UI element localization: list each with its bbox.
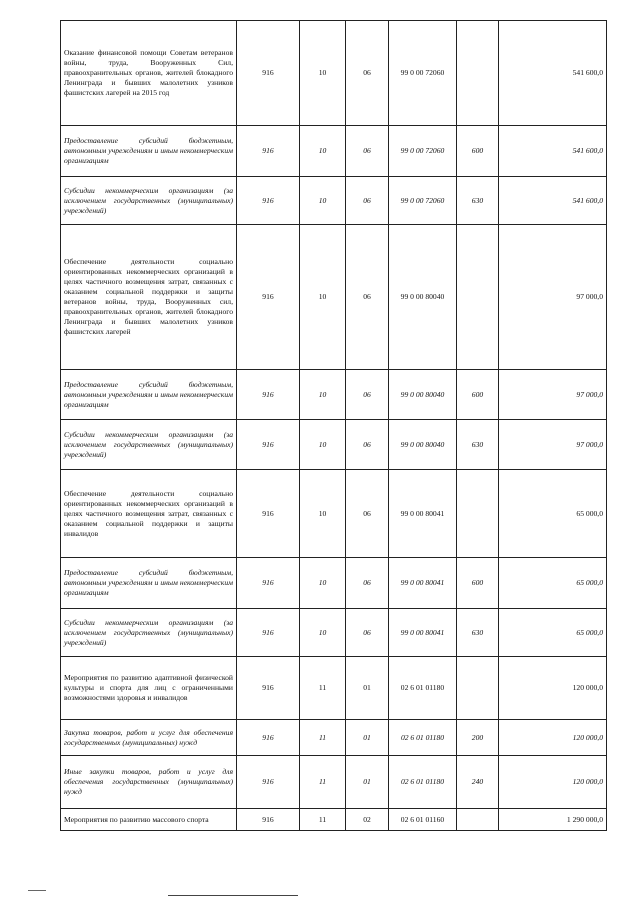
table-row — [61, 177, 607, 225]
footer-mark — [28, 890, 46, 893]
row-subsection: 06 — [346, 21, 389, 126]
row-expense-type: 600 — [457, 126, 499, 177]
row-name: Мероприятия по развитию адаптивной физической культуры и спорта для лиц с ограниченными возможностями здоровья и инвалидов — [61, 657, 237, 720]
table-row — [61, 470, 607, 558]
row-section: 10 — [300, 177, 346, 225]
row-expense-type — [457, 225, 499, 370]
row-name: Предоставление субсидий бюджетным, автономным учреждениям и иным некоммерческим организациям — [61, 558, 237, 609]
row-subsection: 06 — [346, 420, 389, 470]
table-row — [61, 21, 607, 126]
row-target-article: 99 0 00 80040 — [389, 225, 457, 370]
row-subsection: 06 — [346, 609, 389, 657]
row-section: 10 — [300, 126, 346, 177]
row-sum: 1 290 000,0 — [499, 809, 607, 831]
row-sum: 120 000,0 — [499, 720, 607, 756]
row-grbs: 916 — [237, 370, 300, 420]
row-subsection: 06 — [346, 370, 389, 420]
table-row — [61, 756, 607, 809]
row-expense-type — [457, 657, 499, 720]
row-target-article: 99 0 00 80040 — [389, 420, 457, 470]
row-grbs: 916 — [237, 756, 300, 809]
row-expense-type: 600 — [457, 370, 499, 420]
row-target-article: 02 6 01 01180 — [389, 756, 457, 809]
signature-line — [168, 895, 298, 896]
row-sum: 541 600,0 — [499, 21, 607, 126]
row-section: 11 — [300, 809, 346, 831]
row-expense-type: 630 — [457, 420, 499, 470]
row-section: 11 — [300, 756, 346, 809]
row-grbs: 916 — [237, 609, 300, 657]
row-name: Оказание финансовой помощи Советам ветеранов войны, труда, Вооруженных Сил, правоохранительных органов, жителей блокадного Ленинграда и бывших малолетних узников фашистских лагерей на 2015 год — [61, 21, 237, 126]
row-target-article: 02 6 01 01160 — [389, 809, 457, 831]
row-subsection: 02 — [346, 809, 389, 831]
row-sum: 65 000,0 — [499, 470, 607, 558]
table-row — [61, 609, 607, 657]
row-target-article: 02 6 01 01180 — [389, 657, 457, 720]
row-subsection: 06 — [346, 558, 389, 609]
row-sum: 120 000,0 — [499, 657, 607, 720]
row-subsection: 06 — [346, 177, 389, 225]
table-row — [61, 225, 607, 370]
row-section: 11 — [300, 720, 346, 756]
budget-table — [60, 20, 607, 831]
row-name: Обеспечение деятельности социально ориентированных некоммерческих организаций в целях частичного возмещения затрат, связанных с оказанием социальной поддержки и защиты инвалидов — [61, 470, 237, 558]
table-row — [61, 370, 607, 420]
row-expense-type — [457, 21, 499, 126]
row-grbs: 916 — [237, 177, 300, 225]
row-grbs: 916 — [237, 420, 300, 470]
row-name: Мероприятия по развитию массового спорта — [61, 809, 237, 831]
row-grbs: 916 — [237, 558, 300, 609]
row-expense-type: 630 — [457, 177, 499, 225]
row-subsection: 01 — [346, 720, 389, 756]
row-section: 10 — [300, 225, 346, 370]
row-subsection: 06 — [346, 225, 389, 370]
row-name: Предоставление субсидий бюджетным, автономным учреждениям и иным некоммерческим организациям — [61, 126, 237, 177]
table-row — [61, 809, 607, 831]
row-subsection: 01 — [346, 657, 389, 720]
table-row — [61, 558, 607, 609]
row-sum: 97 000,0 — [499, 420, 607, 470]
row-section: 10 — [300, 370, 346, 420]
row-name: Предоставление субсидий бюджетным, автономным учреждениям и иным некоммерческим организациям — [61, 370, 237, 420]
row-name: Иные закупки товаров, работ и услуг для обеспечения государственных (муниципальных) нужд — [61, 756, 237, 809]
row-subsection: 06 — [346, 126, 389, 177]
row-grbs: 916 — [237, 21, 300, 126]
row-target-article: 99 0 00 72060 — [389, 21, 457, 126]
row-name: Субсидии некоммерческим организациям (за исключением государственных (муниципальных) учреждений) — [61, 420, 237, 470]
row-expense-type — [457, 809, 499, 831]
table-row — [61, 420, 607, 470]
table-row — [61, 126, 607, 177]
row-expense-type — [457, 470, 499, 558]
row-grbs: 916 — [237, 126, 300, 177]
row-expense-type: 600 — [457, 558, 499, 609]
row-target-article: 99 0 00 80041 — [389, 609, 457, 657]
row-sum: 65 000,0 — [499, 609, 607, 657]
row-expense-type: 200 — [457, 720, 499, 756]
row-target-article: 99 0 00 72060 — [389, 126, 457, 177]
row-name: Субсидии некоммерческим организациям (за исключением государственных (муниципальных) учреждений) — [61, 177, 237, 225]
row-expense-type: 240 — [457, 756, 499, 809]
row-target-article: 02 6 01 01180 — [389, 720, 457, 756]
row-subsection: 01 — [346, 756, 389, 809]
row-sum: 120 000,0 — [499, 756, 607, 809]
row-grbs: 916 — [237, 657, 300, 720]
row-name: Обеспечение деятельности социально ориентированных некоммерческих организаций в целях частичного возмещения затрат, связанных с оказанием социальной поддержки и защиты ветеранов войны, труда, Вооруженных сил, правоохранительных органов, жителей блокадного Ленинграда и бывших малолетних узников фашистских лагерей — [61, 225, 237, 370]
row-expense-type: 630 — [457, 609, 499, 657]
row-sum: 65 000,0 — [499, 558, 607, 609]
row-name: Закупка товаров, работ и услуг для обеспечения государственных (муниципальных) нужд — [61, 720, 237, 756]
table-row — [61, 720, 607, 756]
row-grbs: 916 — [237, 809, 300, 831]
row-sum: 541 600,0 — [499, 126, 607, 177]
row-sum: 541 600,0 — [499, 177, 607, 225]
row-grbs: 916 — [237, 720, 300, 756]
table-row — [61, 657, 607, 720]
row-section: 10 — [300, 470, 346, 558]
row-sum: 97 000,0 — [499, 370, 607, 420]
row-grbs: 916 — [237, 470, 300, 558]
row-target-article: 99 0 00 80040 — [389, 370, 457, 420]
row-name: Субсидии некоммерческим организациям (за исключением государственных (муниципальных) учреждений) — [61, 609, 237, 657]
row-section: 10 — [300, 420, 346, 470]
row-target-article: 99 0 00 80041 — [389, 470, 457, 558]
row-sum: 97 000,0 — [499, 225, 607, 370]
row-grbs: 916 — [237, 225, 300, 370]
row-section: 10 — [300, 609, 346, 657]
row-section: 10 — [300, 21, 346, 126]
row-section: 11 — [300, 657, 346, 720]
row-section: 10 — [300, 558, 346, 609]
row-subsection: 06 — [346, 470, 389, 558]
row-target-article: 99 0 00 80041 — [389, 558, 457, 609]
row-target-article: 99 0 00 72060 — [389, 177, 457, 225]
